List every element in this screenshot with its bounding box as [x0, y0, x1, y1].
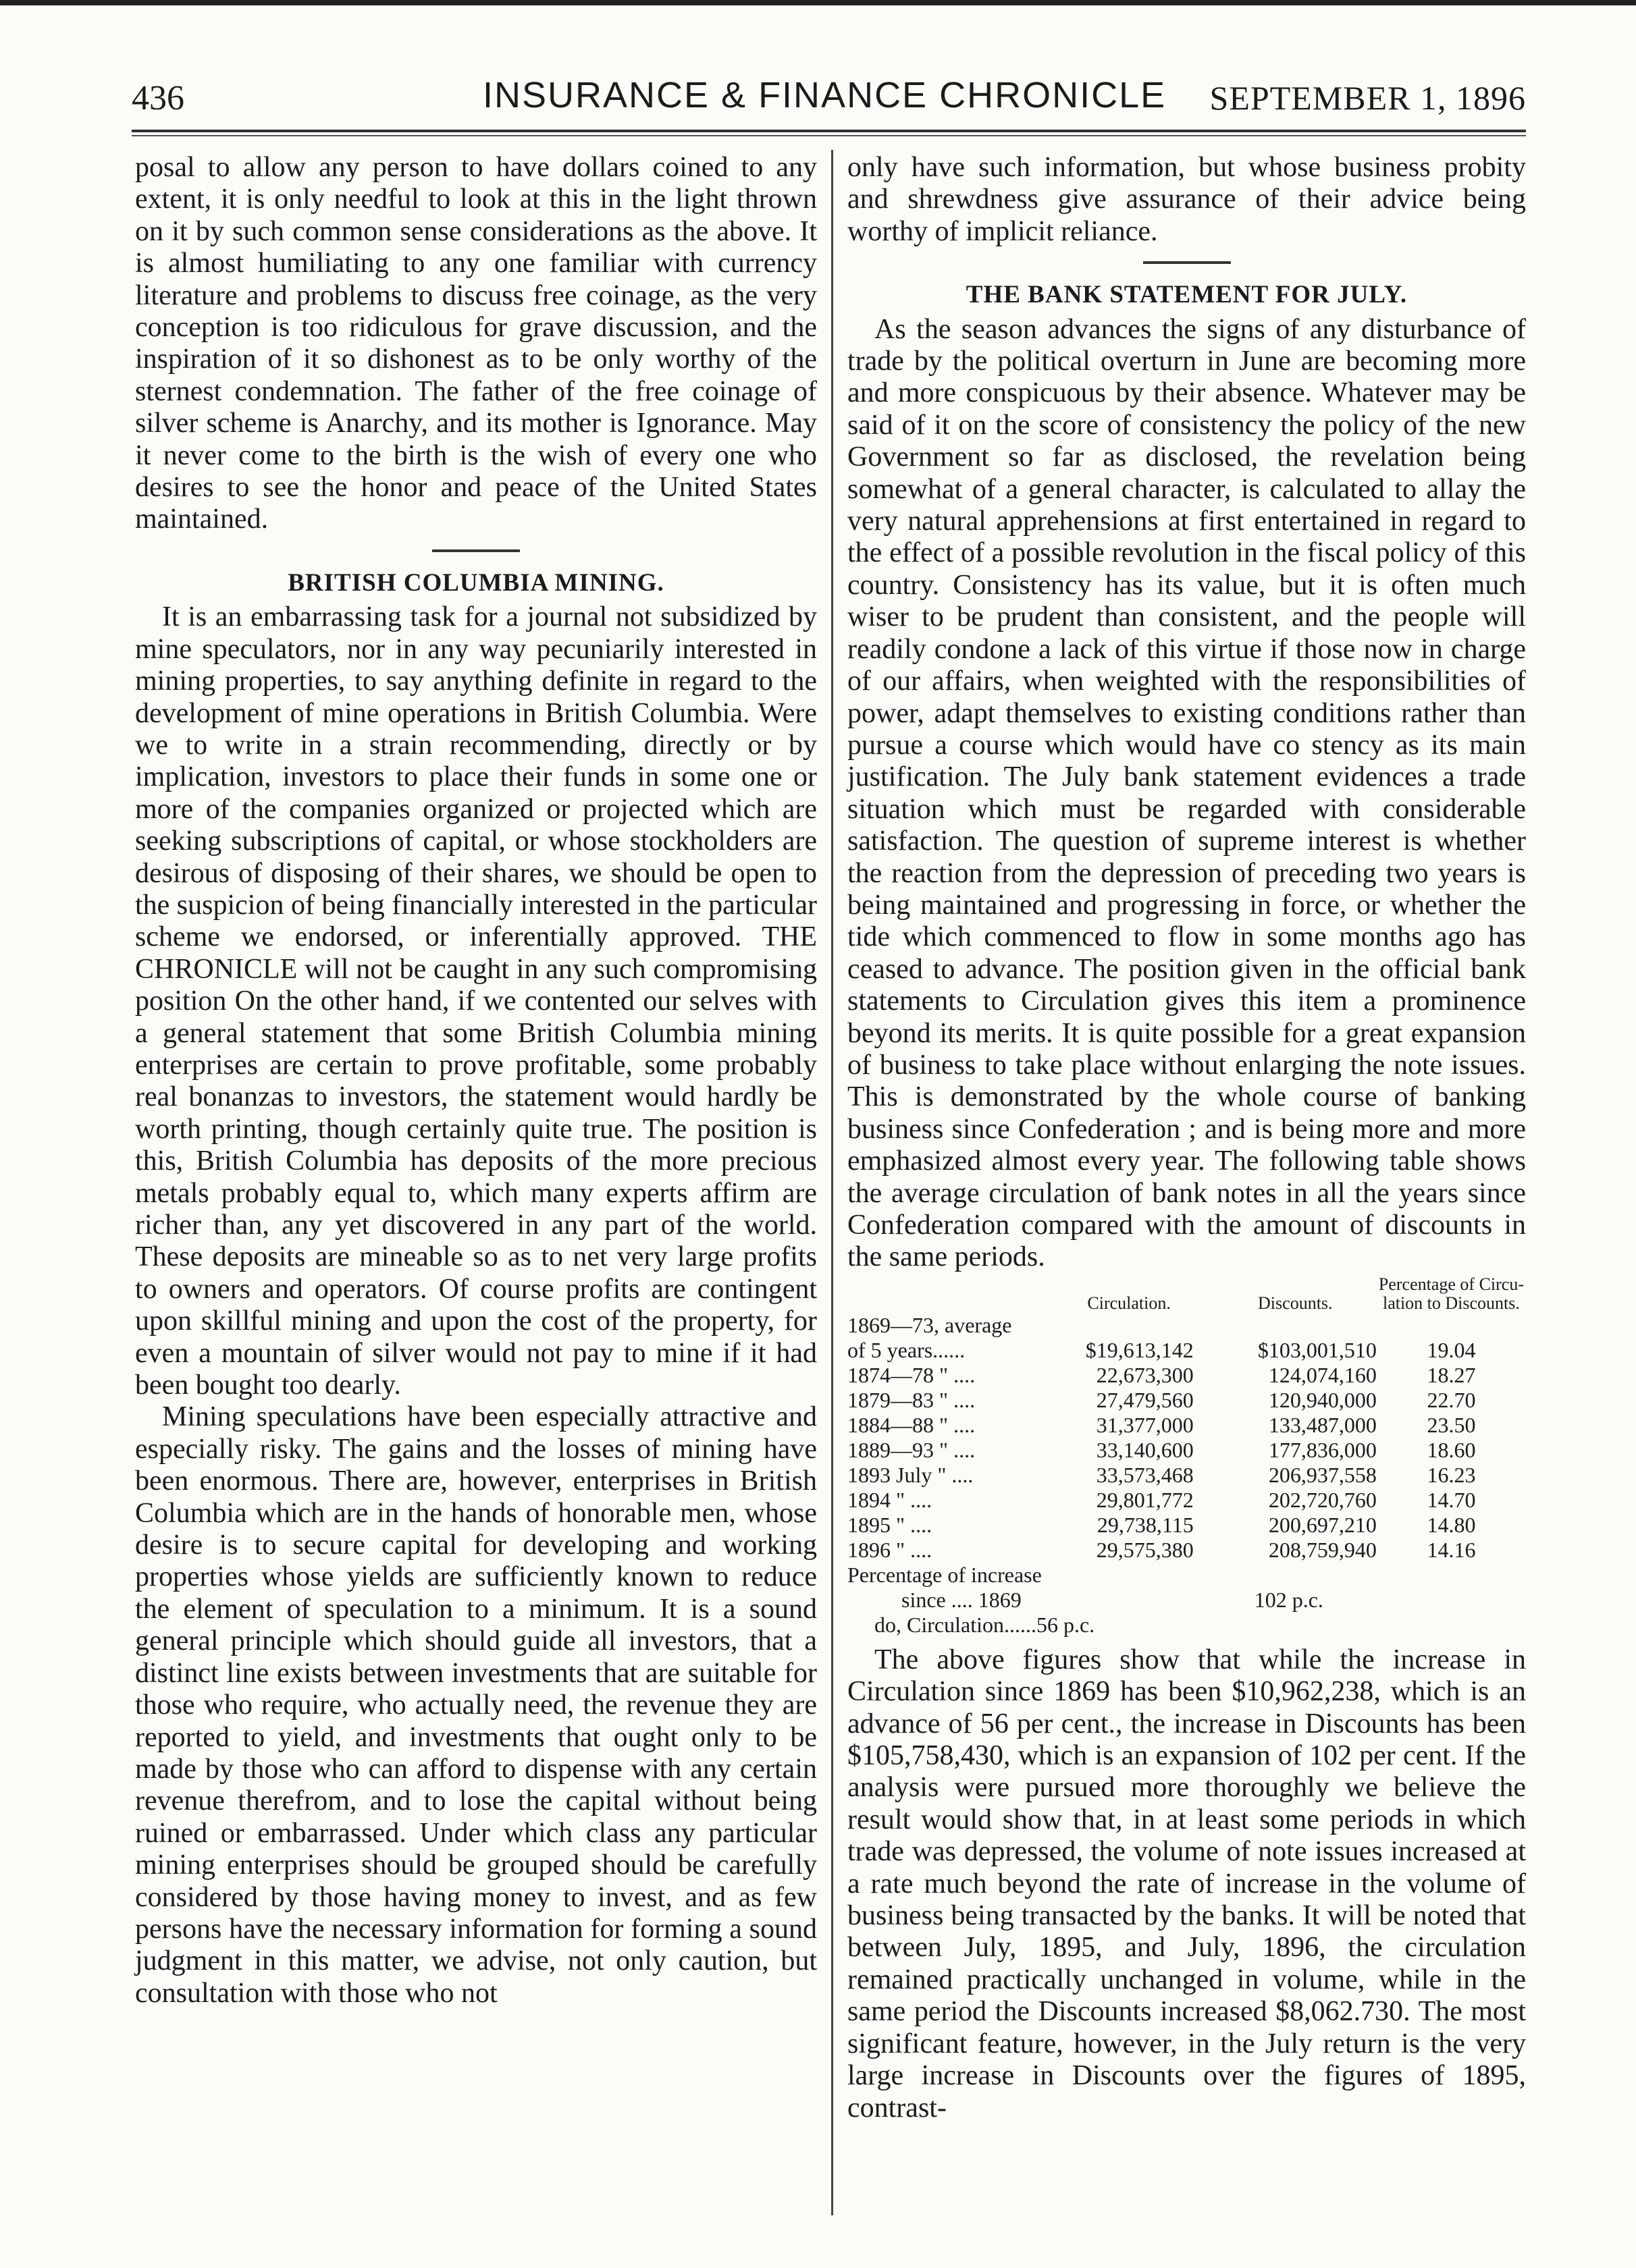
cell-period: 1874—78 " .... [847, 1362, 976, 1387]
table-header-row [847, 1294, 1526, 1313]
cell-discounts: 206,937,558 [1268, 1462, 1377, 1487]
cell-period: 1896 " .... [847, 1537, 932, 1562]
table-header-row [847, 1275, 1526, 1294]
table-footer-row [847, 1613, 1526, 1638]
section-heading: BRITISH COLUMBIA MINING. [288, 568, 664, 597]
table-row [847, 1513, 1526, 1538]
cell-percentage: 23.50 [1427, 1412, 1476, 1437]
right-column [847, 152, 1526, 2124]
cell-circulation: 22,673,300 [1096, 1362, 1194, 1387]
cell-circulation: 33,573,468 [1096, 1462, 1194, 1487]
journal-title: INSURANCE & FINANCE CHRONICLE [483, 75, 1167, 115]
header-discounts: Discounts. [1258, 1293, 1333, 1313]
section-heading: THE BANK STATEMENT FOR JULY. [966, 281, 1408, 309]
cell-percentage: 22.70 [1427, 1387, 1476, 1412]
header-rule [132, 130, 1526, 132]
table-footer-row [847, 1563, 1526, 1588]
circulation-table [847, 1275, 1526, 1638]
table-row [847, 1413, 1526, 1438]
page-number: 436 [132, 79, 184, 117]
footer-label: since .... 1869 [901, 1587, 1022, 1612]
table-row [847, 1463, 1526, 1488]
section-divider [1143, 261, 1231, 264]
column-divider [831, 150, 833, 2215]
cell-period: 1879—83 " .... [847, 1387, 976, 1412]
cell-discounts: 124,074,160 [1268, 1362, 1377, 1387]
cell-period: 1889—93 " .... [847, 1437, 976, 1462]
cell-percentage: 19.04 [1427, 1337, 1476, 1362]
cell-percentage: 14.16 [1427, 1537, 1476, 1562]
table-row [847, 1388, 1526, 1413]
footer-label: do, Circulation......56 p.c. [874, 1612, 1095, 1637]
cell-discounts: 200,697,210 [1268, 1512, 1377, 1537]
cell-discounts: 202,720,760 [1268, 1487, 1377, 1512]
table-row [847, 1363, 1526, 1388]
cell-percentage: 14.80 [1427, 1512, 1476, 1537]
header-pct-top: Percentage of Circu- [1378, 1274, 1524, 1294]
cell-circulation: 29,738,115 [1097, 1512, 1194, 1537]
left-column [135, 152, 817, 2009]
header-rule-thin [132, 135, 1526, 136]
cell-period: 1884—88 " .... [847, 1412, 976, 1437]
footer-label: Percentage of increase [847, 1562, 1042, 1587]
page-header [132, 73, 1526, 127]
cell-percentage: 18.27 [1427, 1362, 1476, 1387]
top-border [0, 0, 1636, 5]
table-row [847, 1438, 1526, 1463]
cell-percentage: 18.60 [1427, 1437, 1476, 1462]
table-row [847, 1338, 1526, 1363]
cell-circulation: 27,479,560 [1096, 1387, 1194, 1412]
cell-circulation: 29,575,380 [1096, 1537, 1194, 1562]
cell-discounts: 177,836,000 [1268, 1437, 1377, 1462]
footer-value: 102 p.c. [1254, 1587, 1323, 1612]
header-circulation: Circulation. [1087, 1293, 1171, 1313]
table-row [847, 1313, 1526, 1338]
cell-discounts: $103,001,510 [1257, 1337, 1377, 1362]
cell-circulation: $19,613,142 [1085, 1337, 1194, 1362]
paragraph: The above figures show that while the increase in Circulation since 1869 has been $10,962,238, which is an advance of 56 per cent., the increase in Discounts has been $105,758,430, which is an expansion of 102 per cent. If the analysis were pursued more thoroughly we believe the result would show that, in at least some periods in which trade was depressed, the volume of note issues increased at a rate much beyond the rate of increase in the volume of business being transacted by the banks. It will be noted that between July, 1895, and July, 1896, the circulation remained practically unchanged in volume, while in the same period the Discounts increased $8,062.730. The most significant feature, however, in the July return is the very large increase in Discounts over the figures of 1895, contrast- [847, 1644, 1526, 2124]
paragraph: As the season advances the signs of any disturbance of trade by the political overturn in June are becoming more and more conspicuous by their absence. Whatever may be said of it on the score of consistency the policy of the new Government so far as disclosed, the revelation being somewhat of a general character, is calculated to allay the very natural apprehensions at first entertained in regard to the effect of a possible revolution in the fiscal policy of this country. Consistency has its value, but it is often much wiser to be prudent than consistent, and the people will readily condone a lack of this virtue if those now in charge of our affairs, when weighted with the responsibilities of power, adapt themselves to existing conditions rather than pursue a course which would have co stency as its main justification. The July bank statement evidences a trade situation which must be regarded with considerable satisfaction. The question of supreme interest is whether the reaction from the depression of preceding two years is being maintained and progressing in force, or whether the tide which commenced to flow in some months ago has ceased to advance. The position given in the official bank statements to Circulation gives this item a prominence beyond its merits. It is quite possible for a great expansion of business to take place without enlarging the note issues. This is demonstrated by the whole course of banking business since Confederation ; and is being more and more emphasized almost every year. The following table shows the average circulation of bank notes in all the years since Confederation compared with the amount of discounts in the same periods. [847, 313, 1526, 1273]
cell-discounts: 133,487,000 [1268, 1412, 1377, 1437]
cell-discounts: 208,759,940 [1268, 1537, 1377, 1562]
cell-period: 1894 " .... [847, 1487, 932, 1512]
cell-period: 1893 July " .... [847, 1462, 974, 1487]
cell-circulation: 31,377,000 [1096, 1412, 1194, 1437]
paragraph: only have such information, but whose business probity and shrewdness give assurance of their advice being worthy of implicit reliance. [847, 152, 1526, 247]
paragraph: posal to allow any person to have dollars coined to any extent, it is only needful to look at this in the light thrown on it by such common sense considerations as the above. It is almost humiliating to any one familiar with currency literature and problems to discuss free coinage, as the very conception is too ridiculous for grave discussion, and the inspiration of it so dishonest as to be only worthy of the sternest condemnation. The father of the free coinage of silver scheme is Anarchy, and its mother is Ignorance. May it never come to the birth is the wish of every one who desires to see the honor and peace of the United States maintained. [135, 152, 817, 535]
cell-percentage: 14.70 [1427, 1487, 1476, 1512]
cell-percentage: 16.23 [1427, 1462, 1476, 1487]
cell-period: 1895 " .... [847, 1512, 932, 1537]
header-pct-bottom: lation to Discounts. [1382, 1293, 1520, 1313]
cell-circulation: 29,801,772 [1096, 1487, 1194, 1512]
table-row [847, 1488, 1526, 1513]
section-divider [432, 549, 520, 552]
paragraph: It is an embarrassing task for a journal not subsidized by mine speculators, nor in any way pecuniarily interested in mining properties, to say anything definite in regard to the development of mine operations in British Columbia. Were we to write in a strain recommending, directly or by implication, investors to place their funds in some one or more of the companies organized or projected which are seeking subscriptions of capital, or whose stockholders are desirous of disposing of their shares, we should be open to the suspicion of being financially interested in the particular scheme we endorsed, or inferentially approved. THE CHRONICLE will not be caught in any such compromising position On the other hand, if we contented our selves with a general statement that some British Columbia mining enterprises are certain to prove profitable, some probably real bonanzas to investors, the statement would hardly be worth printing, though certainly quite true. The position is this, British Columbia has deposits of the more precious metals probably equal to, which many experts affirm are richer than, any yet discovered in any part of the world. These deposits are mineable so as to net very large profits to owners and operators. Of course profits are contingent upon skillful mining and upon the cost of the property, for even a mountain of silver would not pay to mine if it had been bought too dearly. [135, 601, 818, 1401]
cell-circulation: 33,140,600 [1096, 1437, 1194, 1462]
cell-discounts: 120,940,000 [1268, 1387, 1377, 1412]
issue-date: SEPTEMBER 1, 1896 [1209, 79, 1526, 117]
table-footer-row [847, 1588, 1526, 1613]
row-label: 1869—73, average [847, 1312, 1012, 1337]
cell-period: of 5 years...... [847, 1337, 966, 1362]
table-row [847, 1538, 1526, 1563]
paragraph: Mining speculations have been especially attractive and especially risky. The gains and the losses of mining have been enormous. There are, however, enterprises in British Columbia which are in the hands of honorable men, whose desire is to secure capital for developing and working properties whose yields are sufficiently known to reduce the element of speculation to a minimum. It is a sound general principle which should guide all investors, that a distinct line exists between investments that are suitable for those who require, who actually need, the revenue they are reported to yield, and investments that ought only to be made by those who can afford to dispense with any certain revenue therefrom, and to lose the capital without being ruined or embarrassed. Under which class any particular mining enterprises should be grouped should be carefully considered by those having money to invest, and as few persons have the necessary information for forming a sound judgment in this matter, we advise, not only caution, but consultation with those who not [135, 1401, 817, 2009]
